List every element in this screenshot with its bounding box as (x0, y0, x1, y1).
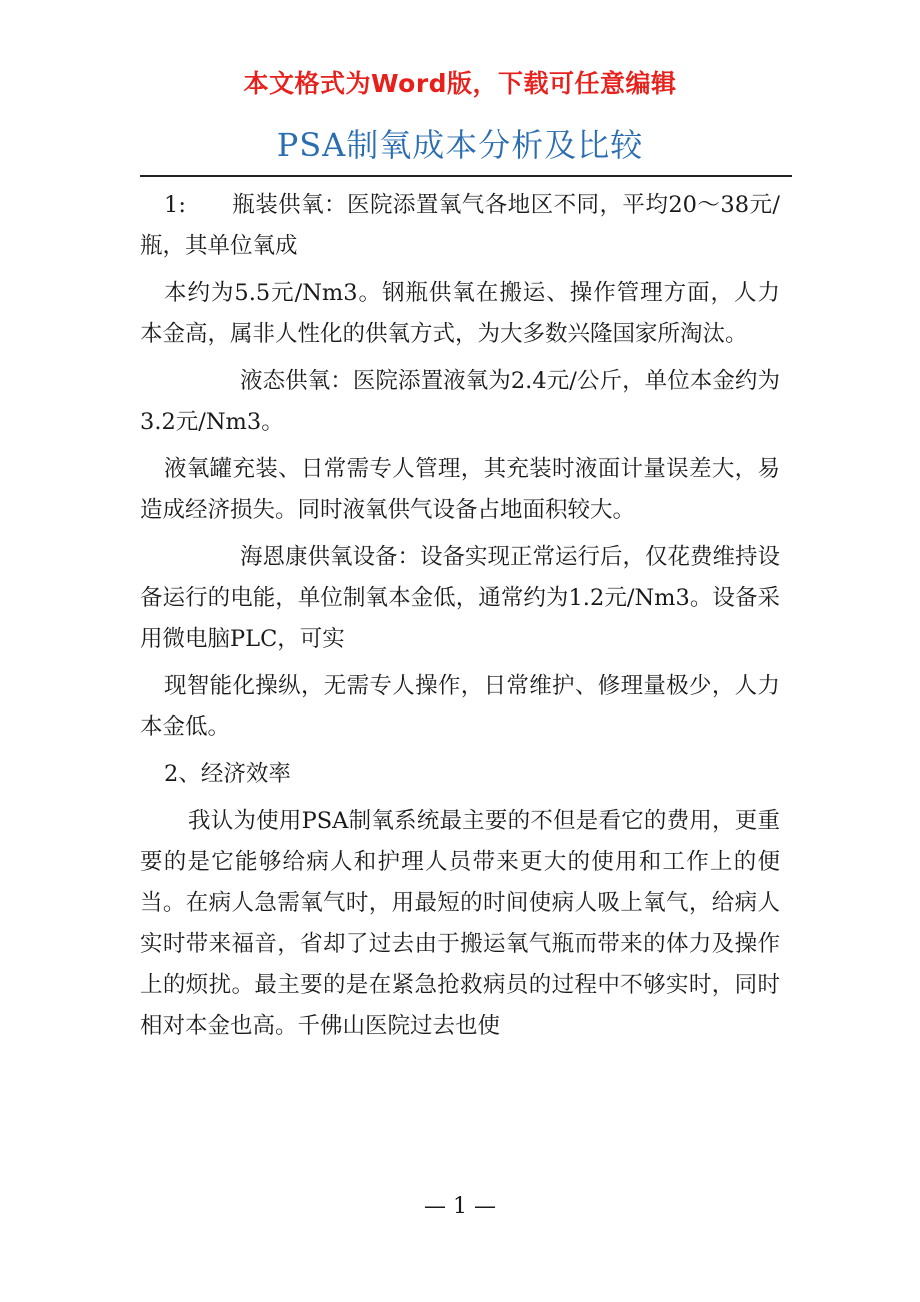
document-title: PSA制氧成本分析及比较 (276, 126, 644, 164)
paragraph-bottled-oxygen-cost: 本约为5.5元/Nm3。钢瓶供氧在搬运、操作管理方面，人力本金高，属非人性化的供氧方式，为大多数兴隆国家所淘汰。 (140, 280, 780, 347)
paragraph-haienkang-control: 现智能化操纵，无需专人操作，日常维护、修理量极少，人力本金低。 (140, 673, 780, 740)
document-body (140, 185, 780, 1053)
paragraph-liquid-oxygen-management: 液氧罐充装、日常需专人管理，其充装时液面计量误差大，易造成经济损失。同时液氧供气设备占地面积较大。 (140, 456, 780, 523)
paragraph-psa-opinion: 我认为使用PSA制氧系统最主要的不但是看它的费用，更重要的是它能够给病人和护理人员带来更大的使用和工作上的便当。在病人急需氧气时，用最短的时间使病人吸上氧气，给病人实时带来福音，省却了过去由于搬运氧气瓶而带来的体力及操作上的烦扰。最主要的是在紧急抢救病员的过程中不够实时，同时相对本金也高。千佛山医院过去也使 (140, 808, 780, 1039)
title-divider (140, 175, 792, 177)
paragraph-bottled-oxygen: 1: 瓶装供氧：医院添置氧气各地区不同，平均20～38元/瓶，其单位氧成 (140, 192, 780, 259)
section-heading-economic-efficiency: 2、经济效率 (164, 761, 291, 787)
paragraph-haienkang-equipment: 海恩康供氧设备：设备实现正常运行后，仅花费维持设备运行的电能，单位制氧本金低，通常约为1.2元/Nm3。设备采用微电脑PLC，可实 (140, 544, 781, 652)
page-number: — 1 — (424, 1194, 496, 1219)
download-banner: 本文格式为Word版，下载可任意编辑 (243, 69, 677, 98)
paragraph-liquid-oxygen: 液态供氧：医院添置液氧为2.4元/公斤，单位本金约为3.2元/Nm3。 (140, 368, 780, 435)
